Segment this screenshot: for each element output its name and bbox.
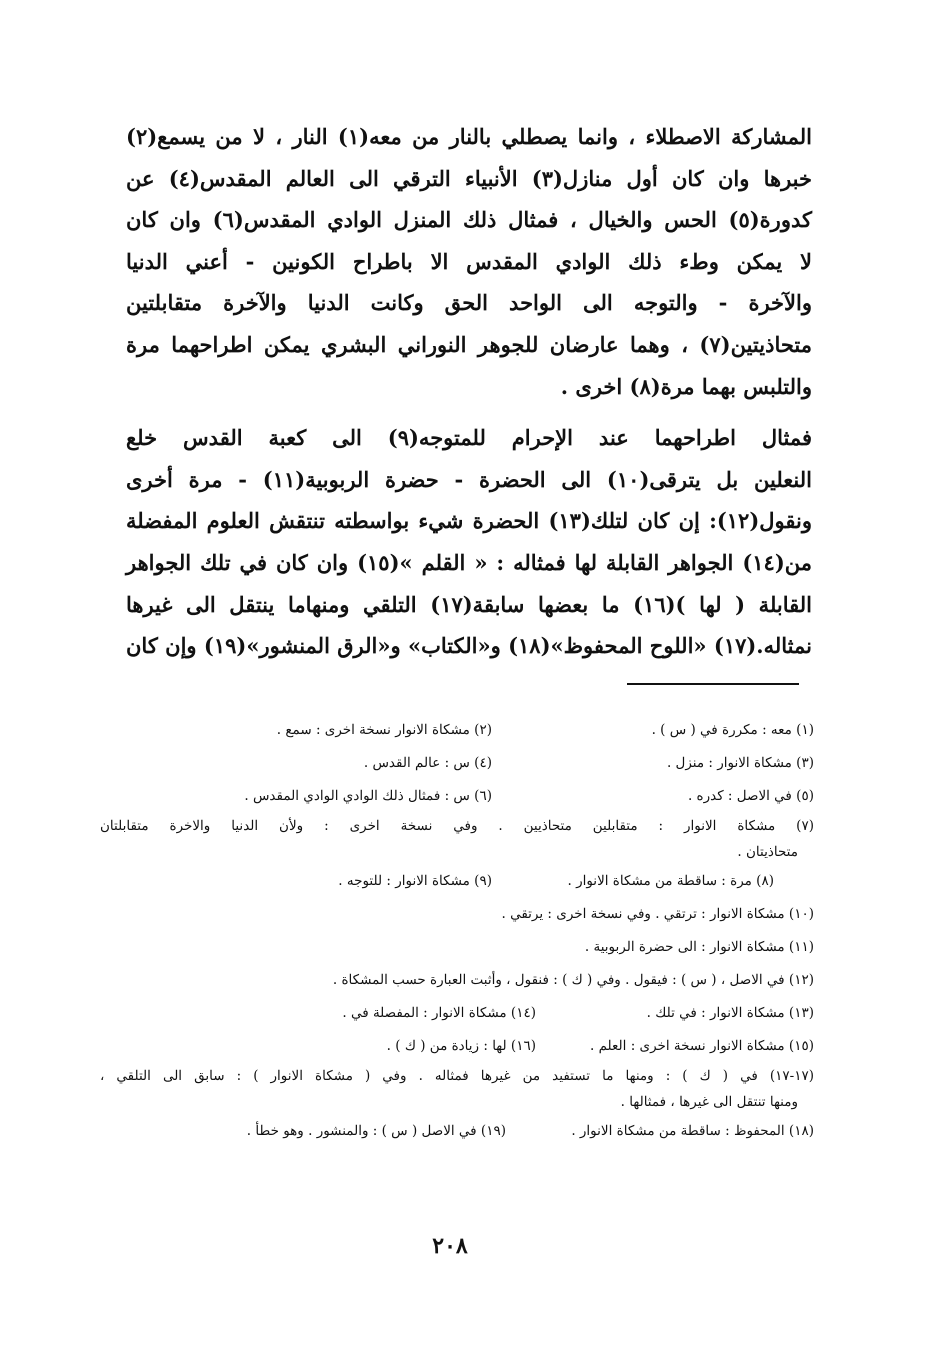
footnote: (١٨) المحفوظ : ساقطة من مشكاة الانوار . [571, 1123, 814, 1139]
footnote-row [100, 1115, 814, 1148]
footnote: (٥) في الاصل : كدره . [687, 788, 814, 804]
footnote-continuation: ومنها تنتقل الى غيرها ، فمثالها . [620, 1094, 798, 1110]
text-line: نمثاله.(١٧) «اللوح المحفوظ»(١٨) و«الكتاب» و«الرق المنشور»(١٩) وإن كان [126, 633, 812, 659]
footnote: (٤) س : عالم القدس . [363, 755, 492, 771]
footnote: (١٢) في الاصل ، ( س ) : فيقول . وفي ( ك ) : فنقول ، وأثبت العبارة حسب المشكاة . [332, 972, 814, 988]
footnote-row [100, 747, 814, 780]
text-line: القابلة ( لها )(١٦) ما بعضها سابقة(١٧) التلقي ومنهاما ينتقل الى غيرها [126, 591, 812, 617]
footnote-row [100, 714, 814, 747]
footnote: (١٦) لها : زيادة من ( ك ) . [386, 1038, 536, 1054]
footnote: (٢) مشكاة الانوار نسخة اخرى : سمع . [276, 722, 492, 738]
text-line: كدورة(٥) الحس والخيال ، فمثال ذلك المنزل الوادي المقدس(٦) وان كان [126, 207, 812, 233]
footnote: (٣) مشكاة الانوار : منزل . [666, 755, 814, 771]
footnote: (٧) مشكاة الانوار : متقابلين متحاذيين . وفي نسخة اخرى : ولأن الدنيا والاخرة متقابلتان [100, 818, 814, 834]
text-line: من(١٤) الجواهر القابلة لها فمثاله : « القلم »(١٥) وان كان في تلك الجواهر [126, 549, 812, 575]
text-line: والتلبس بهما مرة(٨) اخرى . [560, 373, 812, 399]
footnote-row [100, 780, 814, 813]
paragraph-1 [126, 116, 812, 407]
paragraph-2 [126, 417, 812, 667]
text-line: المشاركة الاصطلاء ، وانما يصطلي بالنار من معه(١) النار ، لا من يسمع(٢) [126, 124, 812, 149]
footnote: (١٠) مشكاة الانوار : ترتقي . وفي نسخة اخرى : يرتقي . [501, 906, 814, 922]
footnote: (١٩) في الاصل ( س ) : والمنشور . وهو خطأ . [246, 1123, 506, 1139]
main-text [126, 116, 812, 667]
footnote: (١٧-١٧) في ( ك ) : ومنها ما تستفيد من غيرها فمثاله . وفي ( مشكاة الانوار ) : سابق الى التلقي ، [100, 1068, 814, 1084]
footnote-row [100, 997, 814, 1030]
footnote: (٨) مرة : ساقطة من مشكاة الانوار . [567, 873, 774, 889]
footnote: (١٥) مشكاة الانوار نسخة اخرى : العلم . [589, 1038, 814, 1054]
footnote: (١٤) مشكاة الانوار : المفصلة في . [342, 1005, 536, 1021]
footnote-separator [627, 683, 799, 685]
text-line: متحاذيتين(٧) ، وهما عارضان للجوهر النوراني البشري يمكن اطراحهما مرة [126, 331, 812, 357]
text-line: خبرها وان كان أول منازل(٣) الأنبياء الترقي الى العالم المقدس(٤) عن [126, 165, 812, 191]
footnote-row [100, 865, 814, 898]
footnote: (١١) مشكاة الانوار : الى حضرة الربوبية . [584, 939, 814, 955]
text-line: النعلين بل يترقى(١٠) الى الحضرة - حضرة الربوبية(١١) - مرة أخرى [126, 466, 812, 492]
footnote-row [100, 1030, 814, 1063]
text-line: والآخرة - والتوجه الى الواحد الحق وكانت الدنيا والآخرة متقابلتين [126, 290, 812, 316]
footnotes [100, 714, 814, 1148]
footnote-continuation: متحاذيتان . [737, 844, 798, 860]
footnote: (٩) مشكاة الانوار : للتوجه . [338, 873, 492, 889]
paragraph-gap [126, 407, 812, 417]
text-line: لا يمكن وطء ذلك الوادي المقدس الا باطراح الكونين - أعني الدنيا [126, 248, 812, 274]
footnote: (١٣) مشكاة الانوار : في تلك . [646, 1005, 814, 1021]
footnote: (١) معه : مكررة في ( س ) . [651, 722, 814, 738]
text-line: ونقول(١٢): إن كان لتلك(١٣) الحضرة شيء بواسطته تنتقش العلوم المفضلة [126, 508, 812, 534]
page-number: ٢٠٨ [432, 1233, 468, 1259]
footnote: (٦) س : فمثال ذلك الوادي الوادي المقدس . [244, 788, 492, 804]
text-line: فمثال اطراحهما عند الإحرام للمتوجه(٩) الى كعبة القدس خلع [126, 425, 812, 451]
